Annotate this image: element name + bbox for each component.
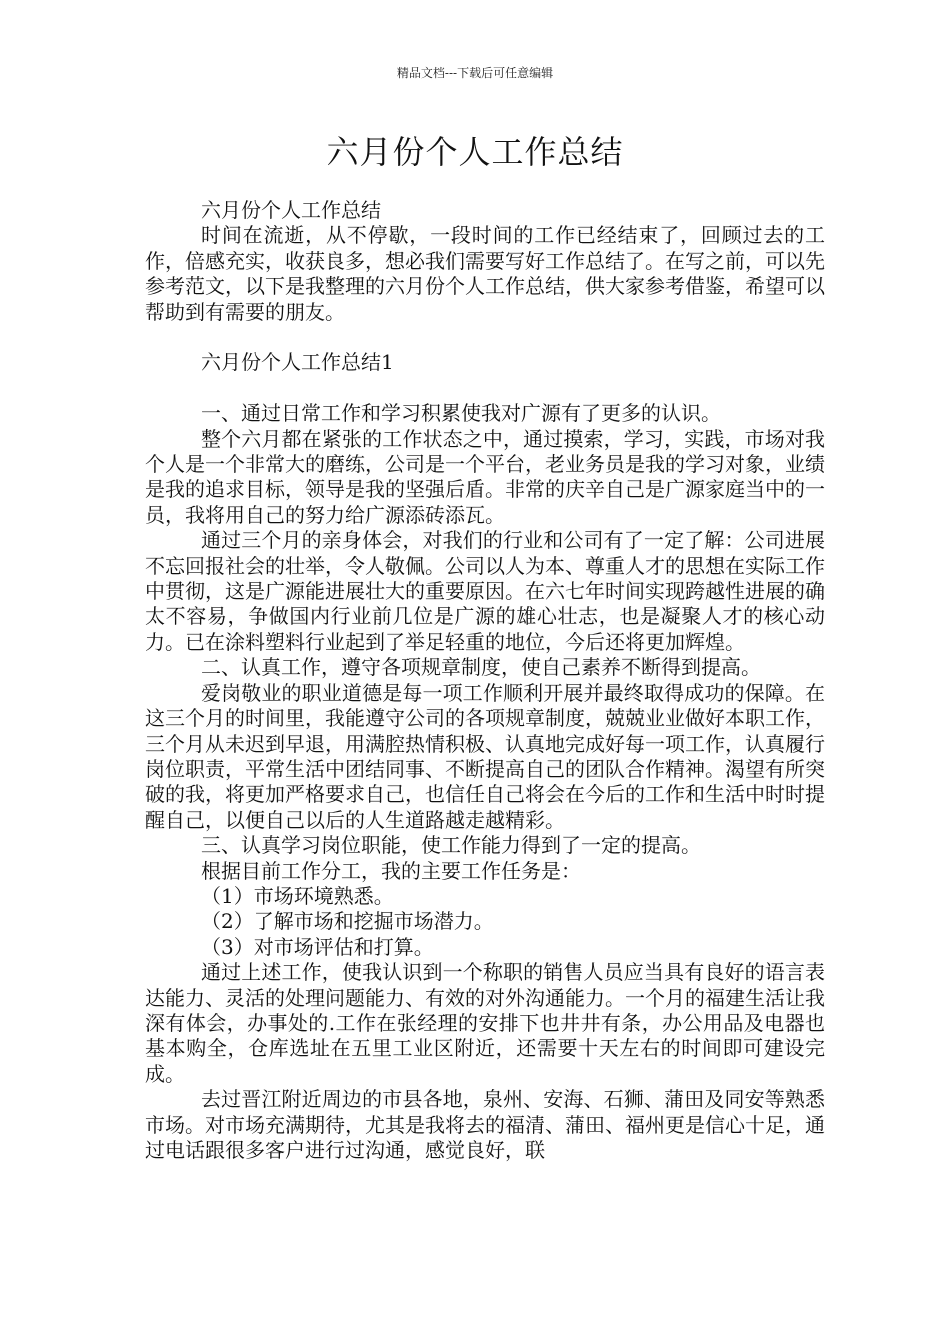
list-item: （3）对市场评估和打算。 (201, 934, 434, 959)
list-item: （1）市场环境熟悉。 (201, 883, 394, 908)
blank-line (145, 325, 825, 350)
document-body (145, 198, 825, 1163)
list-item: （2）了解市场和挖掘市场潜力。 (201, 909, 494, 934)
page-header-note: 精品文档---下载后可任意编辑 (396, 66, 554, 80)
paragraph: 根据目前工作分工，我的主要工作任务是： (201, 858, 581, 883)
section-heading: 六月份个人工作总结1 (201, 350, 394, 375)
paragraph: 二、认真工作，遵守各项规章制度，使自己素养不断得到提高。 (201, 655, 761, 680)
paragraph: 三、认真学习岗位职能，使工作能力得到了一定的提高。 (201, 833, 701, 858)
paragraph: 通过三个月的亲身体会，对我们的行业和公司有了一定了解：公司进展不忘回报社会的壮举，令人敬佩。公司以人为本、尊重人才的思想在实际工作中贯彻，这是广源能进展壮大的重要原因。在六七年时间实现跨越性进展的确太不容易，争做国内行业前几位是广源的雄心壮志，也是凝聚人才的核心动力。已在涂料塑料行业起到了举足轻重的地位，今后还将更加辉煌。 (145, 528, 825, 654)
blank-line (145, 376, 825, 401)
paragraph: 整个六月都在紧张的工作状态之中，通过摸索，学习，实践，市场对我个人是一个非常大的磨练，公司是一个平台，老业务员是我的学习对象，业绩是我的追求目标，领导是我的坚强后盾。非常的庆辛自己是广源家庭当中的一员，我将用自己的努力给广源添砖添瓦。 (145, 426, 825, 527)
document-title: 六月份个人工作总结 (326, 133, 624, 171)
paragraph: 去过晋江附近周边的市县各地，泉州、安海、石狮、蒲田及同安等熟悉市场。对市场充满期待，尤其是我将去的福清、蒲田、福州更是信心十足，通过电话跟很多客户进行过沟通，感觉良好，联 (145, 1087, 825, 1162)
paragraph: 一、通过日常工作和学习积累使我对广源有了更多的认识。 (201, 401, 721, 426)
paragraph: 爱岗敬业的职业道德是每一项工作顺利开展并最终取得成功的保障。在这三个月的时间里，我能遵守公司的各项规章制度，兢兢业业做好本职工作，三个月从未迟到早退，用满腔热情积极、认真地完成好每一项工作，认真履行岗位职责，平常生活中团结同事、不断提高自己的团队合作精神。渴望有所突破的我，将更加严格要求自己，也信任自己将会在今后的工作和生活中时时提醒自己，以便自己以后的人生道路越走越精彩。 (145, 680, 825, 832)
paragraph: 六月份个人工作总结 (201, 198, 381, 222)
paragraph: 时间在流逝，从不停歇，一段时间的工作已经结束了，回顾过去的工作，倍感充实，收获良多，想必我们需要写好工作总结了。在写之前，可以先参考范文，以下是我整理的六月份个人工作总结，供大家参考借鉴，希望可以帮助到有需要的朋友。 (145, 223, 825, 324)
paragraph: 通过上述工作，使我认识到一个称职的销售人员应当具有良好的语言表达能力、灵活的处理问题能力、有效的对外沟通能力。一个月的福建生活让我深有体会，办事处的.工作在张经理的安排下也井井有条，办公用品及电器也基本购全，仓库选址在五里工业区附近，还需要十天左右的时间即可建设完成。 (145, 960, 825, 1086)
